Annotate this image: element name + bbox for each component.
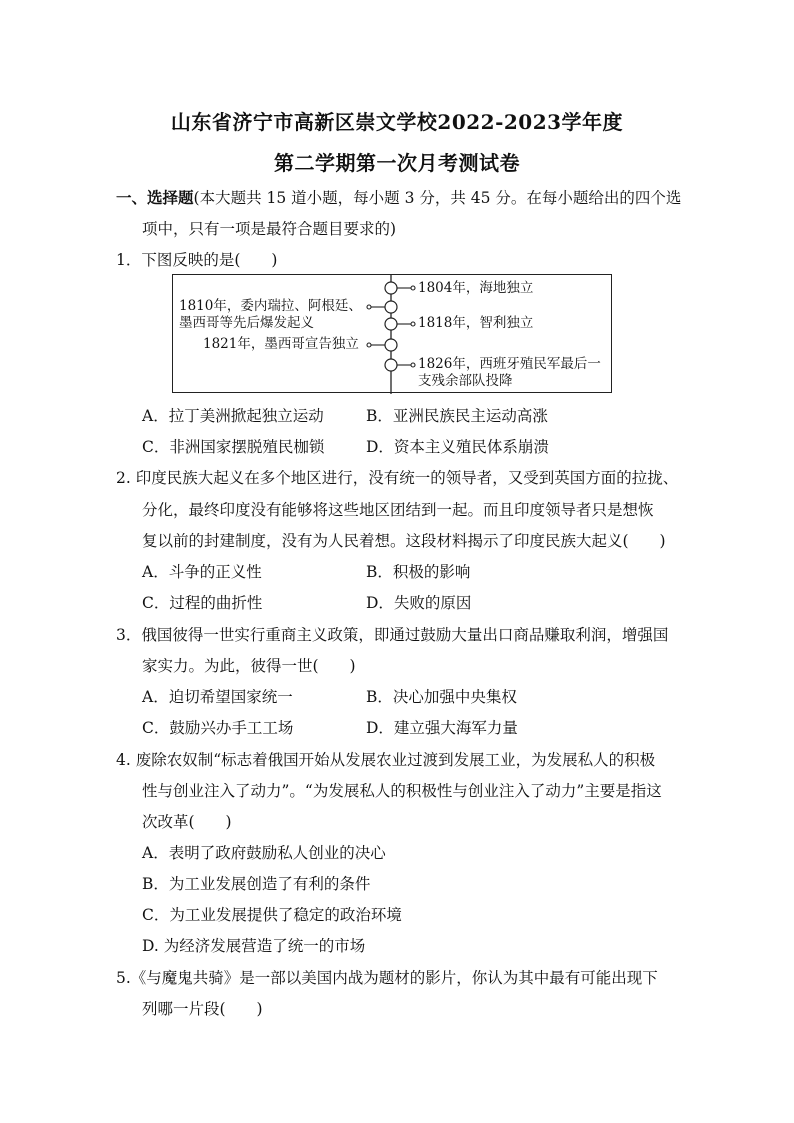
timeline-figure (172, 274, 612, 393)
question-3-stem-1: 3．俄国彼得一世实行重商主义政策，即通过鼓励大量出口商品赚取利润，增强国 (116, 626, 669, 644)
timeline-node-1810 (385, 301, 397, 313)
timeline-node-1804 (385, 282, 397, 294)
question-4-stem-3: 次改革( ) (142, 813, 232, 831)
section-desc-1: (本大题共 15 道小题，每小题 3 分，共 45 分。在每小题给出的四个选 (193, 189, 682, 207)
question-3-option-b[interactable]: B．决心加强中央集权 (366, 688, 517, 706)
question-1-option-b[interactable]: B．亚洲民族民主运动高涨 (366, 407, 548, 425)
question-4-option-a[interactable]: A．表明了政府鼓励私人创业的决心 (142, 844, 386, 862)
question-3-stem-2: 家实力。为此，彼得一世( ) (142, 657, 356, 675)
question-2-option-a[interactable]: A．斗争的正义性 (142, 563, 262, 581)
timeline-event-1818: 1818年，智利独立 (418, 315, 534, 331)
question-4-option-c[interactable]: C．为工业发展提供了稳定的政治环境 (142, 906, 402, 924)
question-2-stem-2: 分化，最终印度没有能够将这些地区团结到一起。而且印度领导者只是想恢 (142, 501, 654, 519)
question-3-option-a[interactable]: A．迫切希望国家统一 (142, 688, 293, 706)
question-4-option-b[interactable]: B．为工业发展创造了有利的条件 (142, 875, 371, 893)
timeline-event-1821: 1821年，墨西哥宣告独立 (203, 336, 359, 352)
question-3-option-c[interactable]: C．鼓励兴办手工工场 (142, 719, 294, 737)
exam-title-line2: 第二学期第一次月考测试卷 (274, 151, 520, 175)
timeline-event-1826-b: 支残余部队投降 (418, 373, 513, 389)
question-3-option-d[interactable]: D．建立强大海军力量 (366, 719, 518, 737)
question-4-stem-2: 性与创业注入了动力”。“为发展私人的积极性与创业注入了动力”主要是指这 (142, 782, 662, 800)
question-5-stem-1: 5.《与魔鬼共骑》是一部以美国内战为题材的影片，你认为其中最有可能出现下 (116, 969, 658, 987)
timeline-event-1810-a: 1810年，委内瑞拉、阿根廷、 (179, 298, 362, 314)
timeline-event-1810-b: 墨西哥等先后爆发起义 (179, 315, 314, 331)
section-heading: 一、选择题 (116, 188, 194, 207)
question-4-option-d[interactable]: D. 为经济发展营造了统一的市场 (142, 937, 366, 955)
exam-title-line1: 山东省济宁市高新区崇文学校2022-2023学年度 (170, 110, 624, 134)
section-intro (116, 186, 681, 208)
question-2-stem-3: 复以前的封建制度，没有为人民着想。这段材料揭示了印度民族大起义( ) (142, 532, 666, 550)
timeline-event-1804: 1804年，海地独立 (418, 280, 534, 296)
question-2-option-b[interactable]: B．积极的影响 (366, 563, 471, 581)
question-2-option-d[interactable]: D．失败的原因 (366, 594, 472, 612)
section-desc-2: 项中，只有一项是最符合题目要求的) (142, 220, 397, 238)
question-1-option-d[interactable]: D．资本主义殖民体系崩溃 (366, 438, 549, 456)
timeline-event-1826-a: 1826年，西班牙殖民军最后一 (418, 356, 601, 372)
timeline-node-1818 (385, 318, 397, 330)
question-2-option-c[interactable]: C．过程的曲折性 (142, 594, 263, 612)
question-5-stem-2: 列哪一片段( ) (142, 1000, 263, 1018)
question-1-option-c[interactable]: C．非洲国家摆脱殖民枷锁 (142, 438, 325, 456)
timeline-svg (173, 275, 613, 394)
question-2-stem-1: 2. 印度民族大起义在多个地区进行，没有统一的领导者，又受到英国方面的拉拢、 (116, 469, 679, 487)
question-1-option-a[interactable]: A．拉丁美洲掀起独立运动 (142, 407, 324, 425)
question-4-stem-1: 4. 废除农奴制“标志着俄国开始从发展农业过渡到发展工业，为发展私人的积极 (116, 751, 656, 769)
timeline-node-1821 (385, 339, 397, 351)
timeline-node-1826 (385, 359, 397, 371)
question-1-stem: 1．下图反映的是( ) (116, 251, 278, 269)
